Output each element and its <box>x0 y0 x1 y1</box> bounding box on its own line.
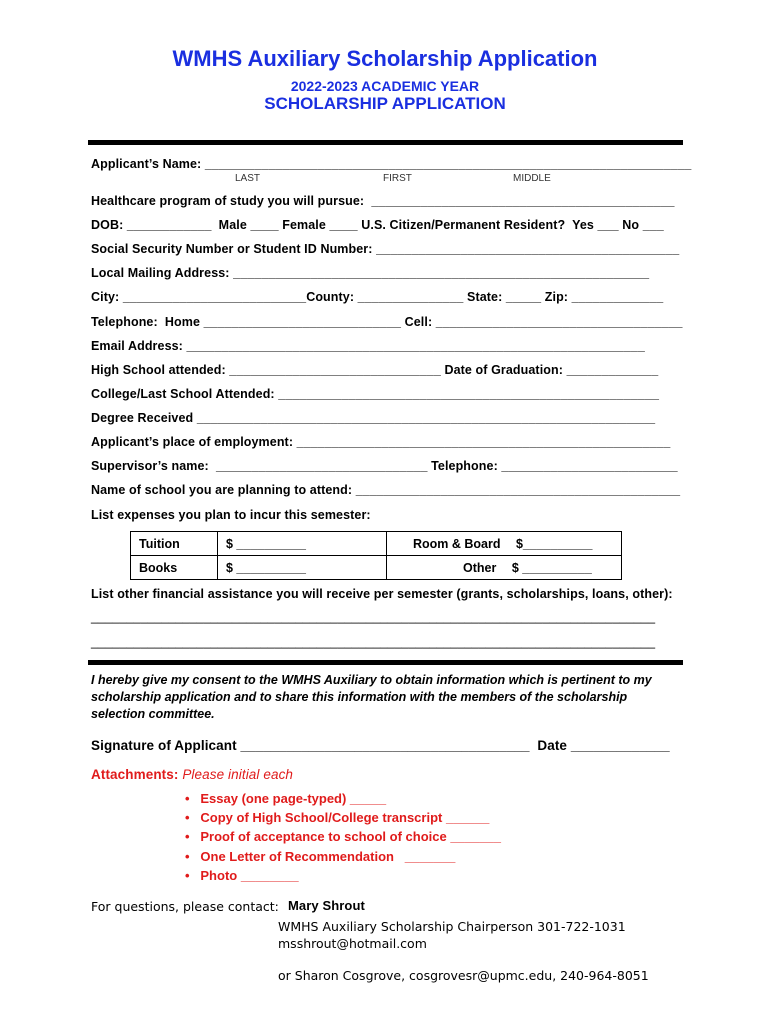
attachment-acceptance[interactable]: Proof of acceptance to school of choice _______ <box>200 829 501 844</box>
contact-role: WMHS Auxiliary Scholarship Chairperson 301-722-1031 <box>278 919 626 934</box>
tuition-label: Tuition <box>131 532 218 556</box>
financial-line-2[interactable]: ________________________________________________________________________________ <box>91 635 656 649</box>
program-field[interactable]: Healthcare program of study you will pursue: ___________________________________________ <box>91 194 675 208</box>
consent-statement: I hereby give my consent to the WMHS Auxiliary to obtain information which is pertinent to my scholarship application and to share this information with the members of the scholarship selection committee. <box>91 673 652 721</box>
telephone-field[interactable]: Telephone: Home ____________________________ Cell: ___________________________________ <box>91 315 683 329</box>
name-first-caption: FIRST <box>383 173 412 184</box>
applicant-name-field[interactable]: Applicant’s Name: _____________________________________________________________________ <box>91 157 692 171</box>
degree-field[interactable]: Degree Received _________________________________________________________________ <box>91 411 656 425</box>
contact-email[interactable]: msshrout@hotmail.com <box>278 936 427 951</box>
financial-line-1[interactable]: ________________________________________________________________________________ <box>91 610 656 624</box>
list-item: • Photo ________ <box>185 868 299 883</box>
school-plan-field[interactable]: Name of school you are planning to attend: ______________________________________________ <box>91 483 681 497</box>
attachment-essay[interactable]: Essay (one page-typed) _____ <box>200 791 387 806</box>
other-input[interactable]: $ __________ <box>511 560 592 575</box>
mailing-address-field[interactable]: Local Mailing Address: ___________________________________________________________ <box>91 266 650 280</box>
financial-assistance-label: List other financial assistance you will receive per semester (grants, scholarships, loans, other): <box>91 587 673 601</box>
other-label: Other <box>463 560 497 575</box>
attachment-recommendation[interactable]: One Letter of Recommendation _______ <box>200 849 456 864</box>
list-item: • Essay (one page-typed) _____ <box>185 791 387 806</box>
academic-year: 2022-2023 ACADEMIC YEAR <box>290 78 480 94</box>
contact-alternate: or Sharon Cosgrove, cosgrovesr@upmc.edu, 240-964-8051 <box>278 968 649 983</box>
signature-field[interactable]: Signature of Applicant ______________________________________ Date _____________ <box>91 738 670 753</box>
room-board-cell <box>387 532 622 556</box>
top-divider <box>88 140 683 145</box>
contact-name: Mary Shrout <box>288 898 365 913</box>
room-board-label: Room & Board <box>413 536 501 551</box>
other-cell <box>387 556 622 580</box>
expenses-label: List expenses you plan to incur this semester: <box>91 508 371 522</box>
middle-divider <box>88 660 683 665</box>
books-label: Books <box>131 556 218 580</box>
high-school-field[interactable]: High School attended: ______________________________ Date of Graduation: _____________ <box>91 363 659 377</box>
city-state-zip-field[interactable]: City: __________________________County: _______________ State: _____ Zip: _____________ <box>91 290 664 304</box>
college-field[interactable]: College/Last School Attended: ______________________________________________________ <box>91 387 660 401</box>
name-middle-caption: MIDDLE <box>513 173 551 184</box>
attachments-instruction: Please initial each <box>182 767 294 782</box>
table-row <box>131 532 622 556</box>
employment-field[interactable]: Applicant’s place of employment: _____________________________________________________ <box>91 435 671 449</box>
attachments-heading <box>91 767 293 782</box>
attachments-label: Attachments: <box>91 767 183 782</box>
table-row <box>131 556 622 580</box>
contact-label: For questions, please contact: <box>91 899 279 914</box>
ssn-field[interactable]: Social Security Number or Student ID Number: ___________________________________________ <box>91 242 680 256</box>
name-last-caption: LAST <box>235 173 261 184</box>
list-item: • One Letter of Recommendation _______ <box>185 849 456 864</box>
expenses-table <box>130 531 622 580</box>
email-field[interactable]: Email Address: _________________________________________________________________ <box>91 339 645 353</box>
list-item: • Copy of High School/College transcript ______ <box>185 810 490 825</box>
dob-field[interactable]: DOB: ____________ Male ____ Female ____ U.S. Citizen/Permanent Resident? Yes ___ No ___ <box>91 218 664 232</box>
attachment-transcript[interactable]: Copy of High School/College transcript ______ <box>200 810 490 825</box>
tuition-input[interactable]: $ __________ <box>218 532 387 556</box>
document-title: WMHS Auxiliary Scholarship Application <box>172 46 598 71</box>
attachment-photo[interactable]: Photo ________ <box>200 868 299 883</box>
list-item: • Proof of acceptance to school of choice _______ <box>185 829 501 844</box>
supervisor-field[interactable]: Supervisor’s name: ______________________________ Telephone: _________________________ <box>91 459 678 473</box>
room-board-input[interactable]: $__________ <box>515 536 593 551</box>
document-subtitle: SCHOLARSHIP APPLICATION <box>264 94 506 113</box>
books-input[interactable]: $ __________ <box>218 556 387 580</box>
